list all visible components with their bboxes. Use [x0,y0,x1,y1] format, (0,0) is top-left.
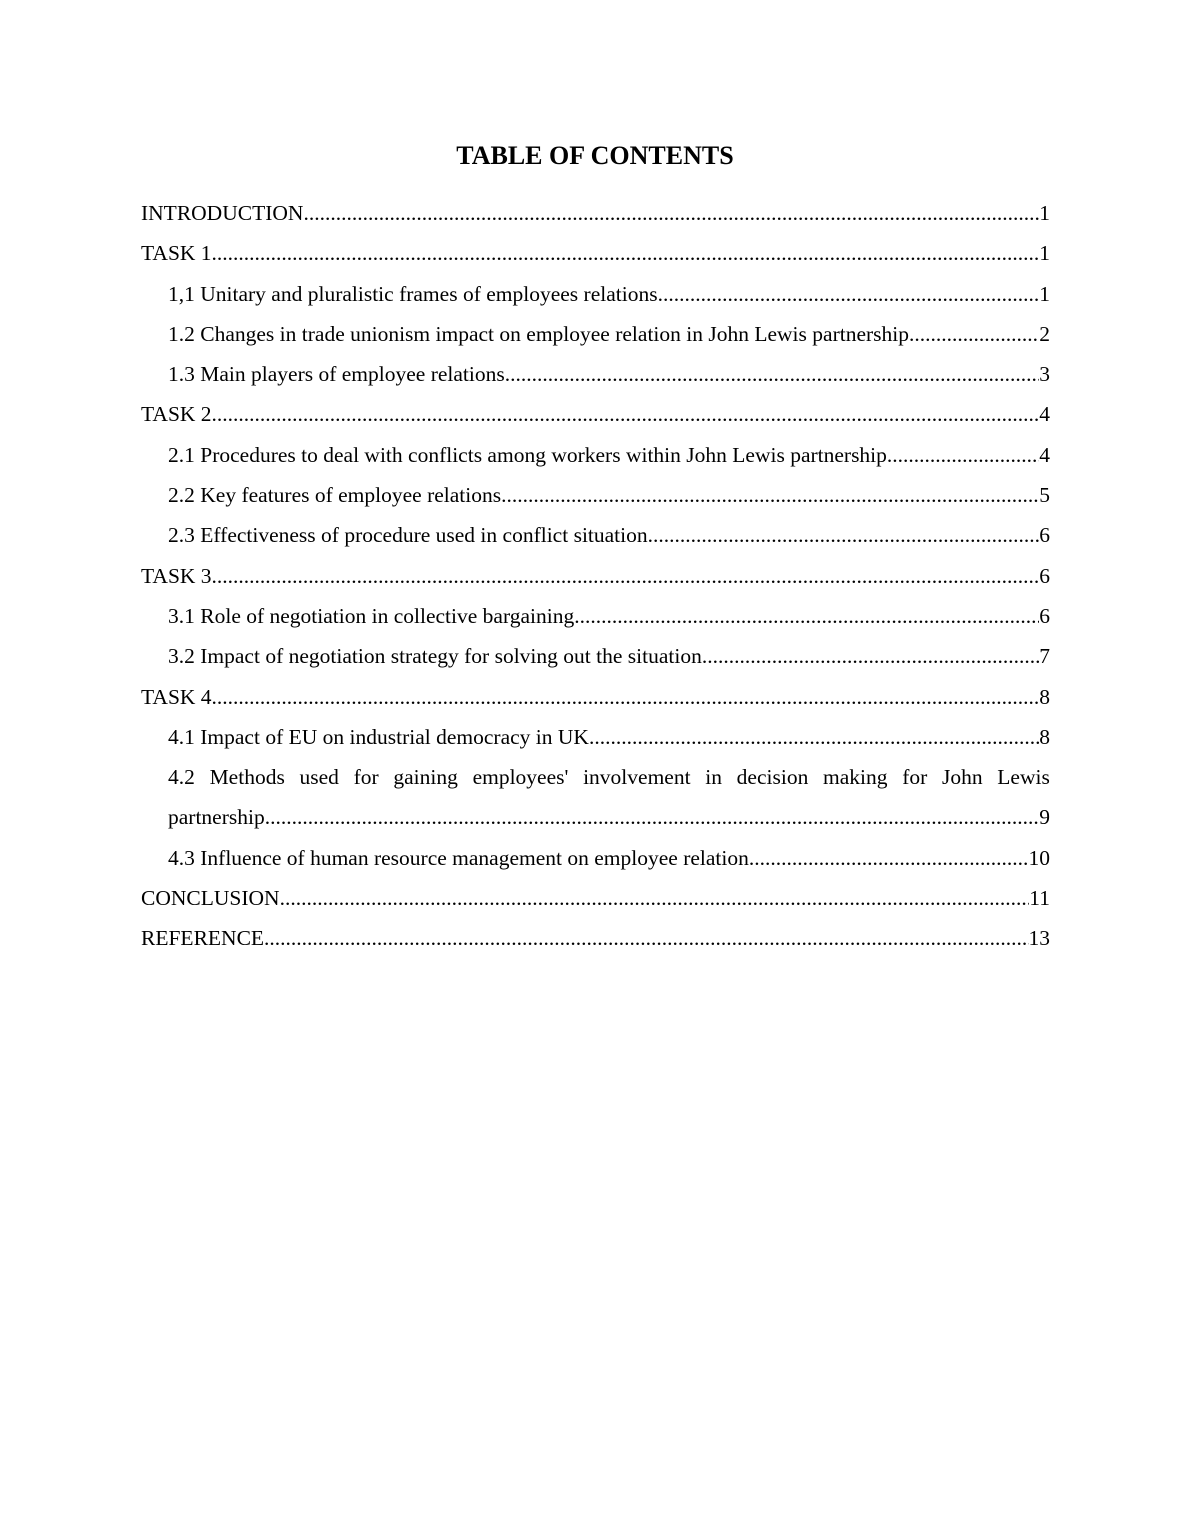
toc-entry-label: REFERENCE [141,926,265,951]
toc-page-number: 7 [1039,644,1050,669]
toc-leader-dots [909,314,1039,354]
toc-entry-conclusion[interactable] [141,878,1050,918]
toc-entry-task-2[interactable] [141,394,1050,434]
toc-page-number: 2 [1039,321,1050,346]
toc-page-number: 1 [1039,201,1050,225]
toc-leader-dots [589,717,1039,757]
toc-entry-word: gaining [393,765,458,790]
toc-entry-label: 4.3 Influence of human resource management on employee relation [168,845,749,870]
toc-entry-word: Methods [209,765,285,790]
toc-entry-label: TASK 2 [141,402,212,427]
toc-entry-word: employees' [472,765,569,790]
toc-entry-label: 1.3 Main players of employee relations [168,362,505,387]
toc-entry-label: 1.2 Changes in trade unionism impact on employee relation in John Lewis partnership [168,321,909,346]
toc-leader-dots [212,233,1040,273]
toc-entry-word: 4.2 [168,765,195,790]
toc-entry-word: decision [736,765,809,790]
toc-leader-dots [658,274,1040,314]
toc-page-number: 8 [1039,724,1050,749]
toc-page-number: 5 [1039,483,1050,508]
toc-entry-word: John [941,765,983,790]
toc-entry-4-3[interactable] [141,838,1050,878]
toc-entry-label: 2.3 Effectiveness of procedure used in conflict situation [168,523,648,548]
toc-leader-dots [265,797,1040,837]
toc-entry-introduction[interactable] [141,193,1050,233]
toc-entry-task-1[interactable] [141,233,1050,273]
toc-entry-label: 1,1 Unitary and pluralistic frames of employees relations [168,281,658,306]
toc-page-number: 3 [1039,362,1050,387]
toc-entry-label: CONCLUSION [141,886,280,911]
toc-entry-4-2[interactable] [141,757,1050,838]
toc-entry-word: Lewis [997,765,1050,790]
toc-entry-word: in [705,765,722,790]
toc-entry-1-3[interactable] [141,354,1050,394]
toc-leader-dots [264,918,1028,958]
toc-entry-word: making [823,765,888,790]
toc-entry-reference[interactable] [141,918,1050,958]
toc-entry-4-1[interactable] [141,717,1050,757]
toc-entry-2-3[interactable] [141,515,1050,555]
toc-leader-dots [501,475,1039,515]
toc-page-number: 6 [1039,563,1050,588]
toc-entry-label: 3.2 Impact of negotiation strategy for solving out the situation [168,644,702,669]
toc-page-number: 1 [1039,281,1050,306]
toc-leader-dots [702,636,1039,676]
toc-page-number: 9 [1039,805,1050,830]
toc-leader-dots [303,193,1039,233]
toc-entry-label: TASK 3 [141,563,212,588]
toc-title: TABLE OF CONTENTS [456,141,734,170]
toc-entry-label: 2.1 Procedures to deal with conflicts among workers within John Lewis partnership [168,442,887,467]
toc-entry-word: used [299,765,339,790]
toc-entry-3-2[interactable] [141,636,1050,676]
toc-leader-dots [212,394,1040,434]
toc-entry-1-1[interactable] [141,274,1050,314]
toc-leader-dots [212,556,1040,596]
toc-entry-label: 3.1 Role of negotiation in collective bargaining [168,603,575,628]
toc-entry-word: for [353,765,379,790]
toc-leader-dots [505,354,1040,394]
toc-entry-word: for [902,765,928,790]
toc-entry-task-3[interactable] [141,556,1050,596]
toc-entry-2-1[interactable] [141,435,1050,475]
toc-leader-dots [648,515,1040,555]
toc-entry-label [168,757,1050,797]
toc-leader-dots [749,838,1029,878]
toc-entry-word: involvement [583,765,691,790]
toc-entry-1-2[interactable] [141,314,1050,354]
toc-page-number: 6 [1039,523,1050,548]
toc-leader-dots [887,435,1039,475]
toc-entry-3-1[interactable] [141,596,1050,636]
toc-entry-label: 4.1 Impact of EU on industrial democracy in UK [168,724,589,749]
toc-page-number: 6 [1039,603,1050,628]
toc-page-number: 4 [1039,402,1050,427]
toc-entry-label: INTRODUCTION [141,201,304,225]
toc-page-number: 8 [1039,684,1050,709]
toc-entry-label: TASK 4 [141,684,212,709]
toc-entry-task-4[interactable] [141,677,1050,717]
toc-leader-dots [280,878,1030,918]
toc-leader-dots [574,596,1039,636]
toc-entry-label: 2.2 Key features of employee relations [168,483,502,508]
toc-entry-label: TASK 1 [141,241,212,266]
toc-entry-label-continued: partnership [168,805,265,830]
toc-page-number: 13 [1028,926,1050,951]
toc-entry-2-2[interactable] [141,475,1050,515]
toc-page-number: 4 [1039,442,1050,467]
toc-page-number: 1 [1039,241,1050,266]
toc-leader-dots [212,677,1040,717]
toc-page-number: 10 [1028,845,1050,870]
toc-list [141,193,1050,959]
toc-page-number: 11 [1029,886,1050,911]
